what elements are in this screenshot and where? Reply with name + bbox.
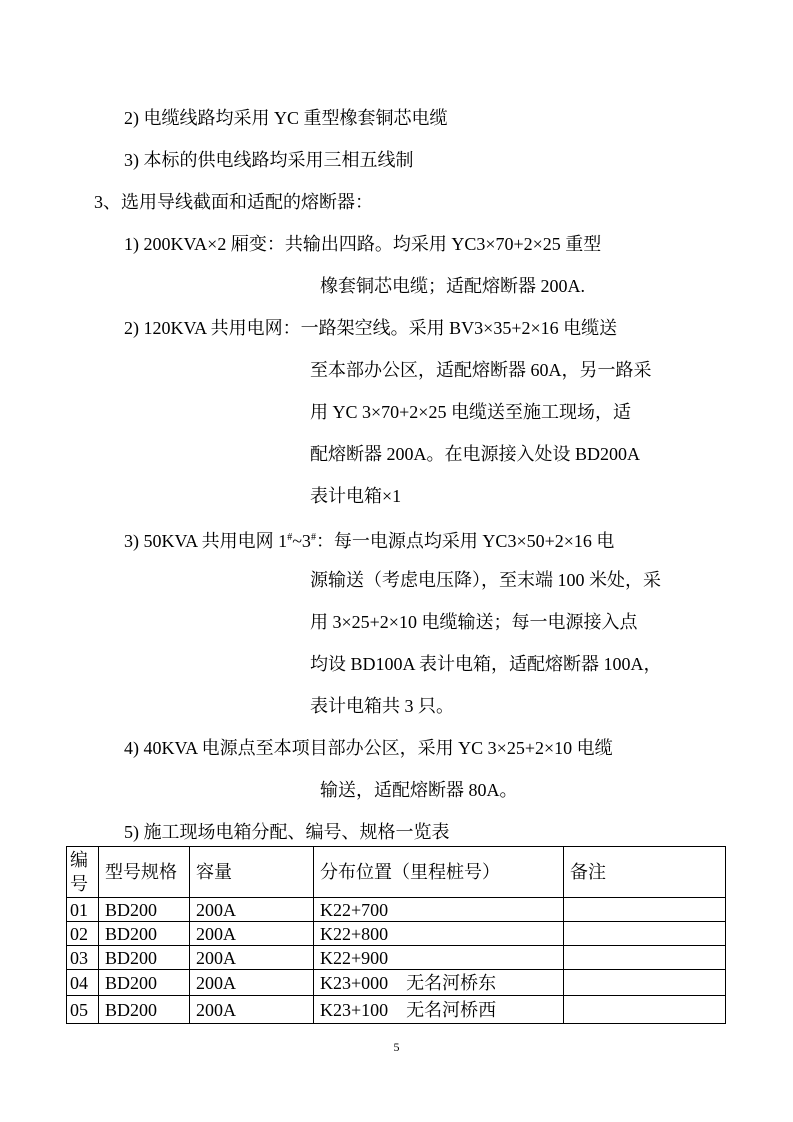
- cell-model: BD200: [99, 898, 190, 922]
- cell-remarks: [564, 922, 726, 946]
- superscript: #: [310, 532, 316, 543]
- cell-number: 01: [67, 898, 99, 922]
- distribution-box-table: [66, 846, 726, 1024]
- paragraph-line: [124, 526, 614, 553]
- paragraph-line: 用 3×25+2×10 电缆输送；每一电源接入点: [310, 612, 638, 632]
- cell-location: K22+700: [314, 898, 564, 922]
- cell-capacity: 200A: [190, 946, 314, 970]
- paragraph-line: 橡套铜芯电缆；适配熔断器 200A.: [320, 276, 585, 296]
- cell-remarks: [564, 996, 726, 1024]
- header-cell-remarks: 备注: [564, 847, 726, 898]
- page-number: 5: [393, 1040, 400, 1054]
- table-row: [67, 922, 726, 946]
- paragraph-line: 均设 BD100A 表计电箱，适配熔断器 100A，: [310, 654, 662, 674]
- paragraph-line: 2) 电缆线路均采用 YC 重型橡套铜芯电缆: [124, 108, 448, 128]
- paragraph-line: 表计电箱×1: [310, 486, 402, 506]
- paragraph-line: 3) 本标的供电线路均采用三相五线制: [124, 150, 414, 170]
- table-row: [67, 996, 726, 1024]
- cell-number: 02: [67, 922, 99, 946]
- cell-capacity: 200A: [190, 898, 314, 922]
- table-caption: 5) 施工现场电箱分配、编号、规格一览表: [124, 822, 450, 842]
- cell-location: K23+100 无名河桥西: [314, 996, 564, 1024]
- cell-model: BD200: [99, 996, 190, 1024]
- table-row: [67, 970, 726, 996]
- table-header-row: [67, 847, 726, 898]
- cell-model: BD200: [99, 922, 190, 946]
- paragraph-line: 表计电箱共 3 只。: [310, 696, 454, 716]
- text-run: ：每一电源点均采用 YC3×50+2×16 电: [315, 531, 615, 551]
- paragraph-line: 2) 120KVA 共用电网：一路架空线。采用 BV3×35+2×16 电缆送: [124, 318, 618, 338]
- paragraph-line: 输送，适配熔断器 80A。: [320, 780, 518, 800]
- paragraph-line: 1) 200KVA×2 厢变：共输出四路。均采用 YC3×70+2×25 重型: [124, 234, 602, 254]
- header-cell-model: 型号规格: [99, 847, 190, 898]
- cell-capacity: 200A: [190, 970, 314, 996]
- header-cell-capacity: 容量: [190, 847, 314, 898]
- table-row: [67, 898, 726, 922]
- text-run: 3) 50KVA 共用电网 1: [124, 531, 288, 551]
- cell-model: BD200: [99, 970, 190, 996]
- cell-location: K23+000 无名河桥东: [314, 970, 564, 996]
- cell-number: 04: [67, 970, 99, 996]
- table-row: [67, 946, 726, 970]
- paragraph-line: 源输送（考虑电压降），至末端 100 米处，采: [310, 570, 661, 590]
- paragraph-line: 4) 40KVA 电源点至本项目部办公区，采用 YC 3×25+2×10 电缆: [124, 738, 613, 758]
- cell-capacity: 200A: [190, 922, 314, 946]
- cell-remarks: [564, 946, 726, 970]
- header-cell-number: 编号: [67, 847, 99, 898]
- paragraph-line: 至本部办公区，适配熔断器 60A，另一路采: [310, 360, 652, 380]
- section-heading: 3、选用导线截面和适配的熔断器：: [94, 192, 373, 212]
- cell-capacity: 200A: [190, 996, 314, 1024]
- cell-remarks: [564, 970, 726, 996]
- cell-location: K22+800: [314, 922, 564, 946]
- cell-number: 03: [67, 946, 99, 970]
- paragraph-line: 用 YC 3×70+2×25 电缆送至施工现场，适: [310, 402, 631, 422]
- text-run: ~3: [292, 531, 311, 551]
- header-cell-location: 分布位置（里程桩号）: [314, 847, 564, 898]
- superscript: #: [287, 532, 293, 543]
- paragraph-line: 配熔断器 200A。在电源接入处设 BD200A: [310, 444, 641, 464]
- cell-location: K22+900: [314, 946, 564, 970]
- cell-number: 05: [67, 996, 99, 1024]
- cell-remarks: [564, 898, 726, 922]
- cell-model: BD200: [99, 946, 190, 970]
